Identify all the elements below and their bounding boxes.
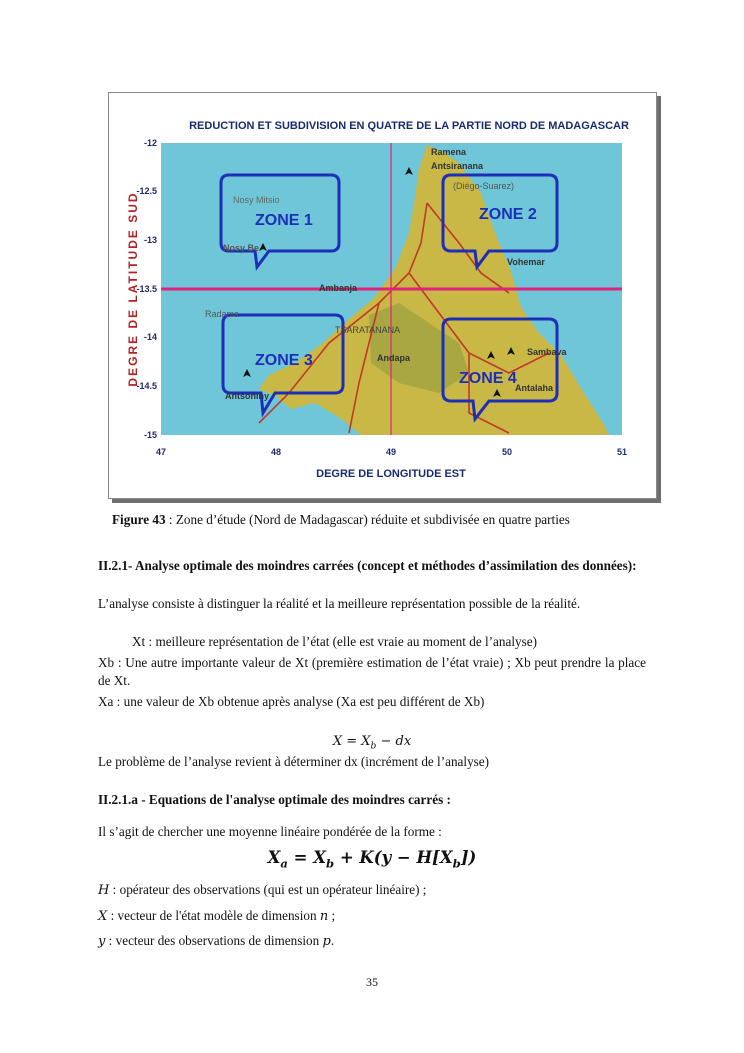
place-vohemar: Vohemar [507, 257, 545, 267]
xt-definition: Xt : meilleure représentation de l’état (elle est vraie au moment de l’analyse) [132, 634, 537, 649]
y-definition [98, 932, 646, 951]
eq2-xb-sub: b [326, 856, 335, 871]
place-nosy-be: Nosy Be [223, 243, 260, 253]
y-tick: -15 [143, 430, 157, 440]
place-antalaha: Antalaha [515, 383, 554, 393]
y-symbol: y [98, 934, 106, 949]
eq2-end: ]) [460, 848, 477, 867]
h-definition [98, 881, 646, 900]
x-def-text: : vecteur de l'état modèle de dimension [107, 908, 320, 923]
place-antsiranana: Antsiranana [431, 161, 484, 171]
xa-definition: Xa : une valeur de Xb obtenue après analyse (Xa est peu différent de Xb) [98, 694, 485, 709]
eq1-eq: = X [342, 734, 371, 749]
y-def-end: . [330, 933, 335, 948]
eq2-xb2-sub: b [452, 856, 461, 871]
place-ramena: Ramena [431, 147, 467, 157]
eq1-rest: − dx [376, 734, 412, 749]
figure-caption-text: : Zone d’étude (Nord de Madagascar) réduite et subdivisée en quatre parties [165, 512, 570, 527]
zone-1-label: ZONE 1 [255, 212, 313, 229]
h-symbol: H [98, 883, 110, 898]
eq1-sub: b [370, 741, 377, 752]
eq2-xa-sub: a [280, 856, 288, 871]
place-tsaratanana: TSARATANANA [335, 325, 401, 335]
figure-caption-label: Figure 43 [112, 512, 166, 527]
equation-increment [98, 734, 646, 752]
x-dimension: n [319, 909, 329, 924]
y-axis-label: DEGRE DE LATITUDE SUD [126, 191, 140, 387]
map-title: REDUCTION ET SUBDIVISION EN QUATRE DE LA PARTIE NORD DE MADAGASCAR [189, 120, 629, 132]
x-tick: 49 [385, 447, 397, 457]
zone-2-label: ZONE 2 [479, 206, 537, 223]
x-tick: 51 [616, 447, 628, 457]
study-area-figure [108, 92, 657, 499]
y-tick: -13 [143, 235, 157, 245]
y-tick: -13.5 [136, 284, 157, 294]
zone-3-label: ZONE 3 [255, 352, 313, 369]
x-tick: 47 [155, 447, 167, 457]
analysis-intro: L’analyse consiste à distinguer la réalité et la meilleure représentation possible de la réalité. [98, 596, 581, 611]
madagascar-map [109, 93, 656, 498]
eq2-mid: = X [287, 848, 327, 867]
y-tick: -14.5 [136, 381, 157, 391]
xb-definition: Xb : Une autre importante valeur de Xt (première estimation de l’état vraie) ; Xb peut prendre la place de Xt. [98, 655, 646, 688]
zone-4-label: ZONE 4 [459, 370, 517, 387]
x-def-end: ; [328, 908, 336, 923]
x-tick: 48 [270, 447, 282, 457]
x-tick: 50 [501, 447, 513, 457]
place-andapa: Andapa [377, 353, 411, 363]
y-tick: -12 [143, 138, 157, 148]
x-definition [98, 907, 646, 926]
place-radama: Radama [205, 309, 240, 319]
place-ambanja: Ambanja [319, 283, 358, 293]
analysis-problem: Le problème de l’analyse revient à déterminer dx (incrément de l’analyse) [98, 754, 490, 769]
x-symbol: X [98, 909, 108, 924]
place-diego-suarez: (Diégo-Suarez) [453, 181, 515, 191]
section-heading-2-1: II.2.1- Analyse optimale des moindres carrées (concept et méthodes d’assimilation des données): [98, 558, 637, 573]
linear-mean-intro: Il s’agit de chercher une moyenne linéaire pondérée de la forme : [98, 824, 442, 839]
y-tick: -14 [143, 332, 157, 342]
h-def-text: : opérateur des observations (qui est un opérateur linéaire) ; [109, 882, 427, 897]
eq2-k: + K(y − H[X [334, 848, 453, 867]
page-number: 35 [366, 975, 378, 989]
equation-optimal-analysis [98, 848, 646, 870]
eq2-xa: X [267, 848, 281, 867]
figure-caption [112, 512, 672, 528]
section-heading-2-1-a: II.2.1.a - Equations de l'analyse optimale des moindres carrés : [98, 792, 451, 807]
x-axis-label: DEGRE DE LONGITUDE EST [316, 468, 466, 480]
y-tick: -12.5 [136, 186, 157, 196]
y-def-text: : vecteur des observations de dimension [105, 933, 323, 948]
place-nosy-mitsio: Nosy Mitsio [233, 195, 280, 205]
place-sambava: Sambava [527, 347, 567, 357]
eq1-x: X [332, 734, 343, 749]
place-antsohihy: Antsohihy [225, 391, 269, 401]
y-dimension: p [322, 934, 331, 949]
